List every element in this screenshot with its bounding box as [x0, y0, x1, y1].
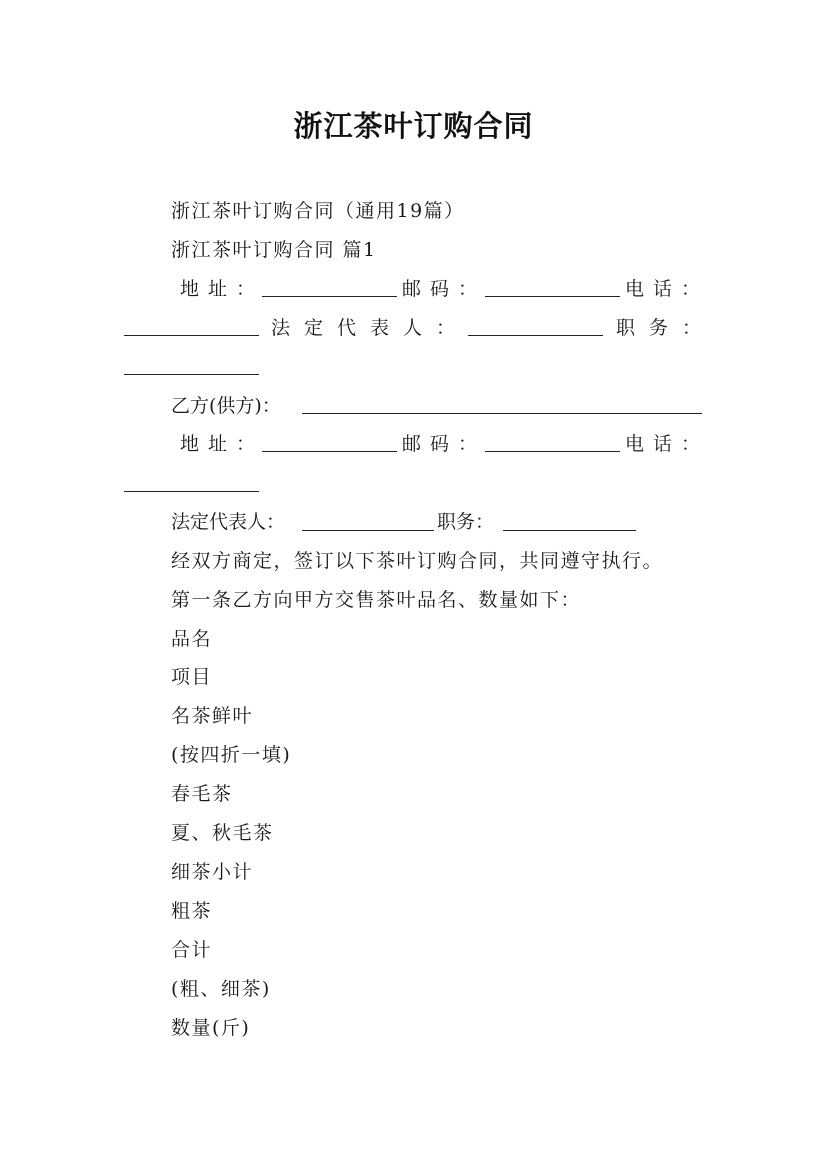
- address-label-b: 地址：: [180, 433, 265, 455]
- legal-rep-label: 法定代表人：: [271, 317, 470, 339]
- subtitle-line: 浙江茶叶订购合同（通用19篇）: [171, 200, 465, 222]
- article-1: 第一条乙方向甲方交售茶叶品名、数量如下：: [171, 589, 582, 611]
- phone-blank: [124, 335, 259, 336]
- list-item: 项目: [171, 666, 213, 688]
- address-blank: [262, 296, 397, 297]
- position-blank-b: [503, 530, 636, 531]
- position-label-b: 职务：: [437, 511, 495, 533]
- list-item: 数量(斤): [171, 1017, 251, 1039]
- party-b-blank: [302, 413, 702, 414]
- section-heading: 浙江茶叶订购合同 篇1: [171, 239, 377, 261]
- list-item: 合计: [171, 939, 213, 961]
- legal-rep-label-b: 法定代表人：: [171, 511, 286, 533]
- postcode-blank-b: [485, 451, 620, 452]
- postcode-blank: [485, 296, 620, 297]
- legal-rep-blank-b: [302, 530, 434, 531]
- list-item: 品名: [171, 628, 213, 650]
- position-label: 职务：: [616, 317, 716, 339]
- list-item: 夏、秋毛茶: [171, 822, 274, 844]
- list-item: (粗、细茶): [171, 978, 271, 1000]
- position-blank: [124, 374, 259, 375]
- list-item: 粗茶: [171, 900, 213, 922]
- phone-label: 电话：: [625, 278, 710, 300]
- party-b-label: 乙方(供方)：: [171, 395, 281, 417]
- list-item: 名茶鲜叶: [171, 705, 254, 727]
- postcode-label: 邮码：: [402, 278, 487, 300]
- list-item: 细茶小计: [171, 861, 254, 883]
- address-blank-b: [262, 451, 397, 452]
- document-title: 浙江茶叶订购合同: [293, 109, 534, 143]
- legal-rep-blank: [468, 335, 603, 336]
- postcode-label-b: 邮码：: [402, 433, 487, 455]
- list-item: 春毛茶: [171, 783, 233, 805]
- phone-blank-b: [124, 491, 259, 492]
- address-label: 地址：: [180, 278, 265, 300]
- phone-label-b: 电话：: [625, 433, 710, 455]
- list-item: (按四折一填): [171, 744, 292, 766]
- agreement-text: 经双方商定，签订以下茶叶订购合同，共同遵守执行。: [171, 550, 664, 572]
